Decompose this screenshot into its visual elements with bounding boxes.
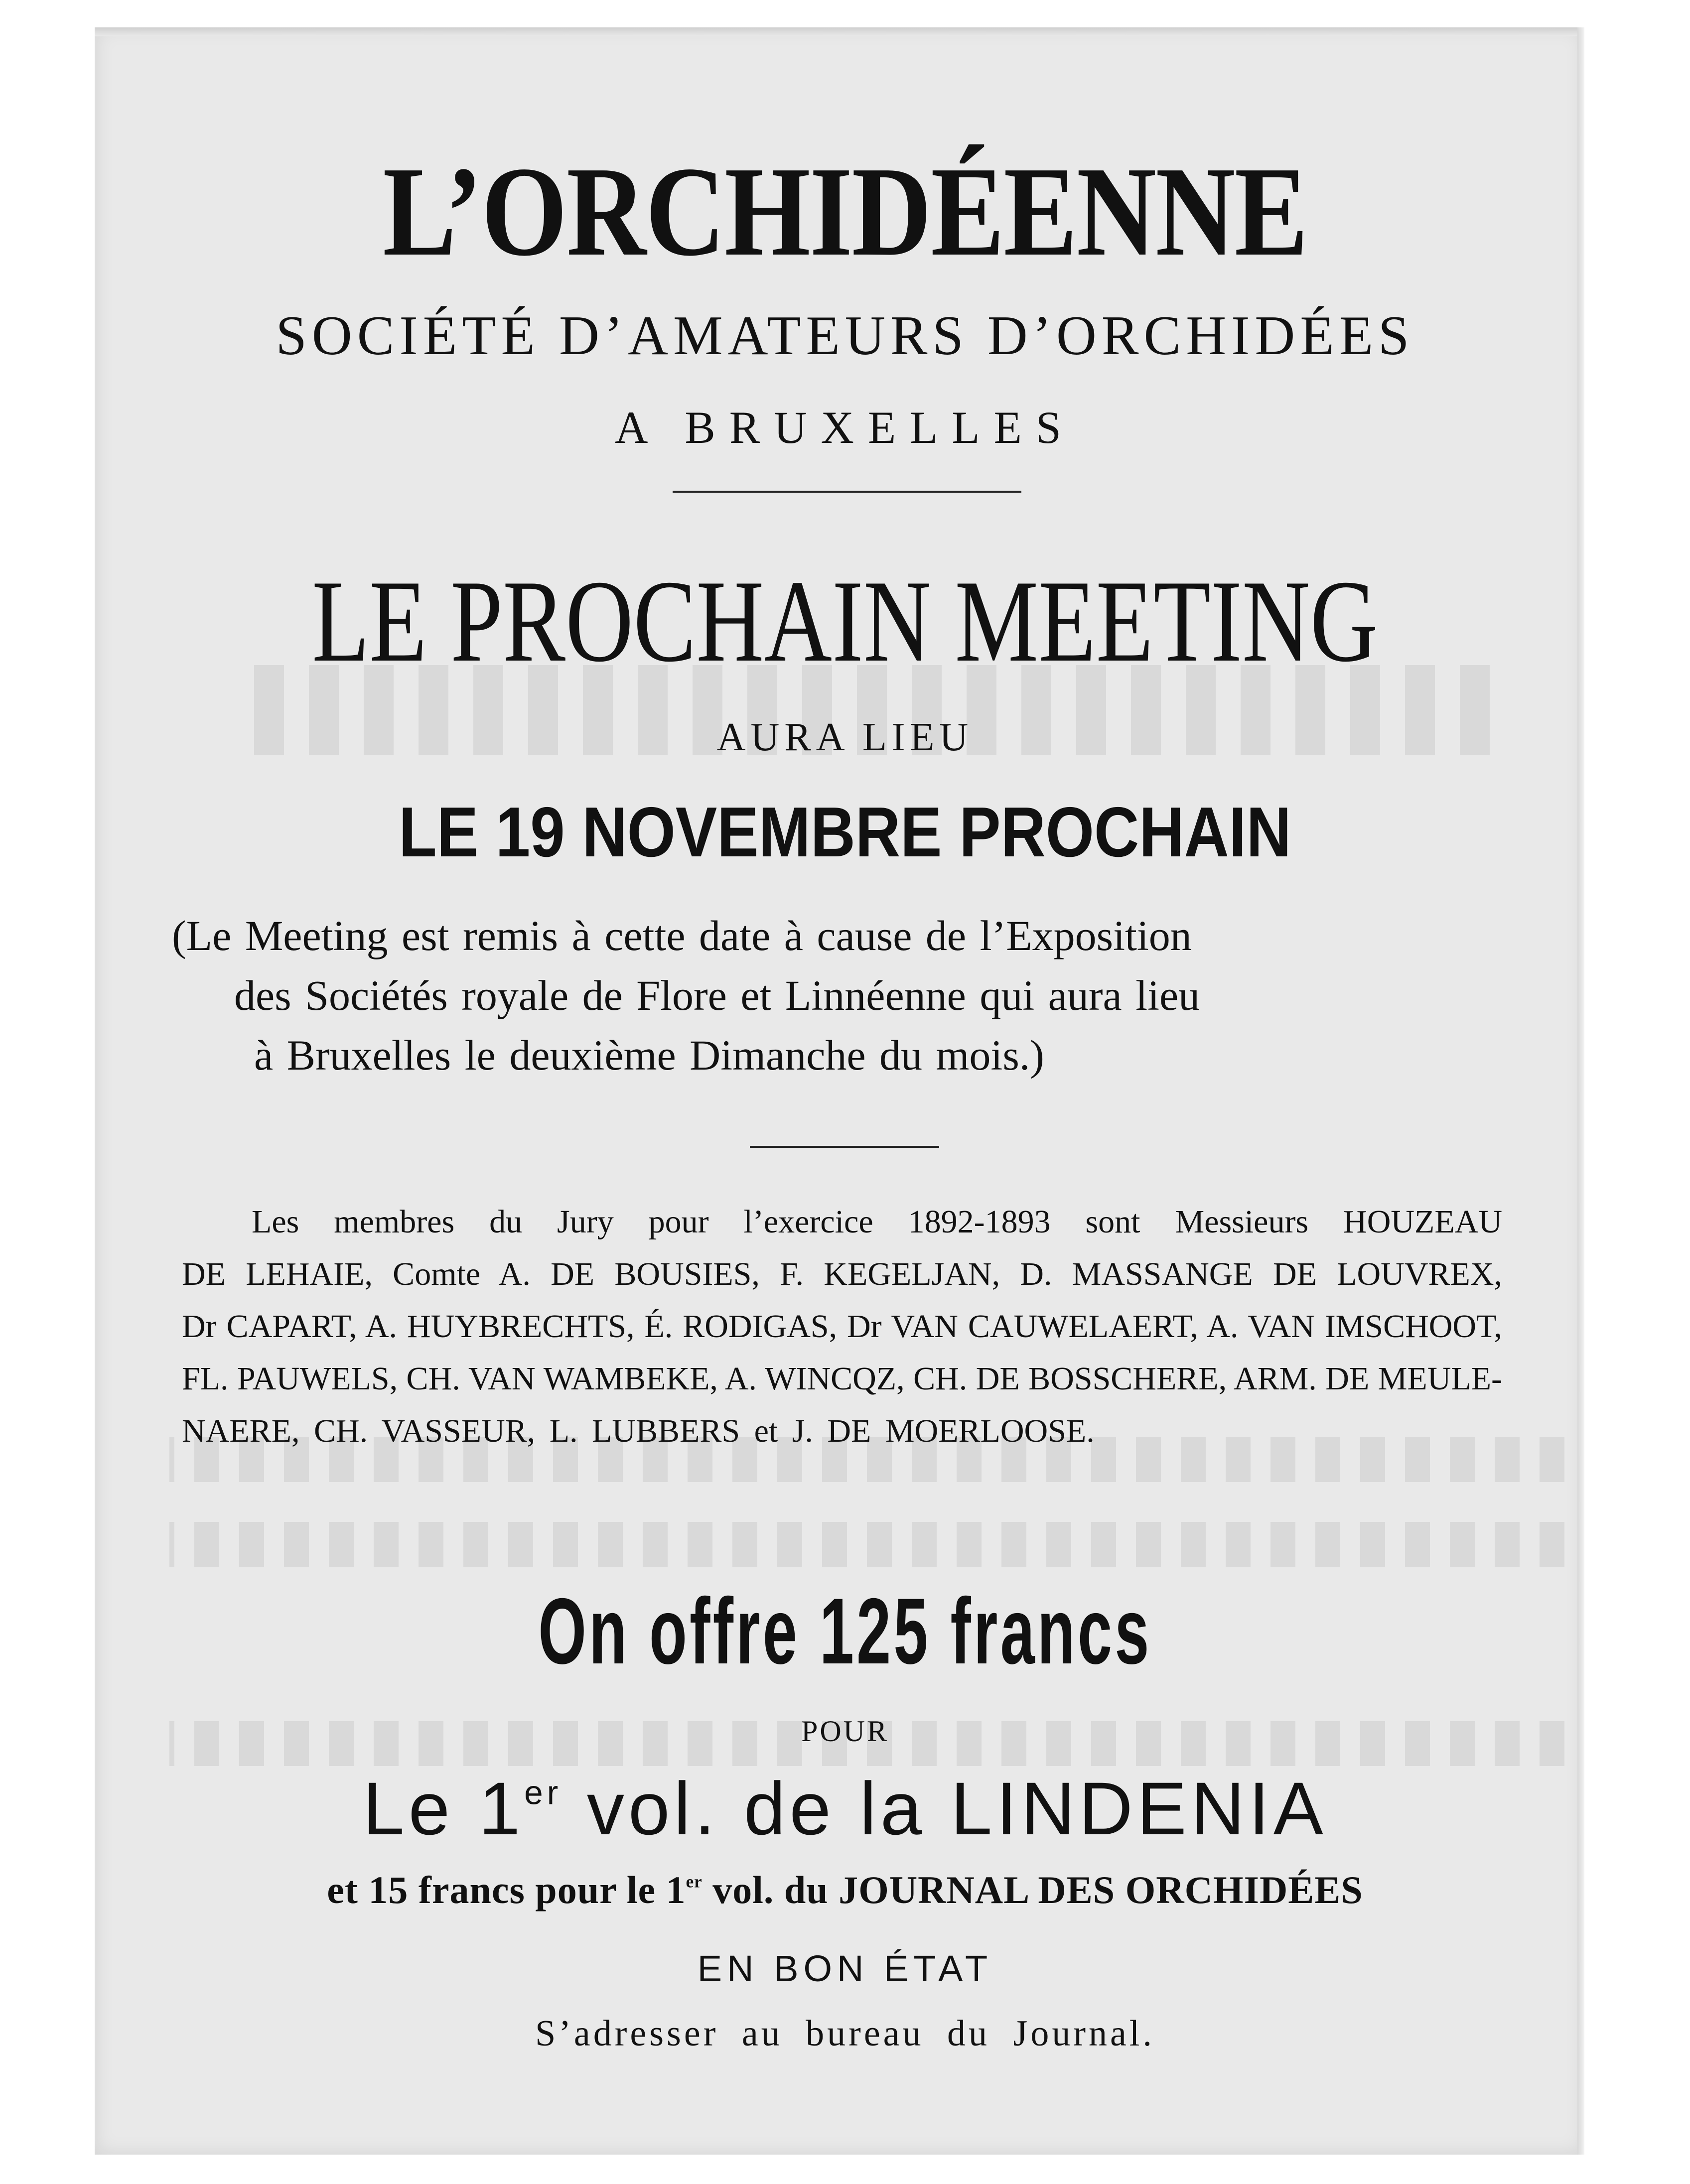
journal-ordinal: er	[686, 1872, 703, 1892]
meeting-aura-lieu: AURA LIEU	[716, 715, 974, 759]
masthead-city: A BRUXELLES	[615, 402, 1075, 453]
divider-rule	[750, 1146, 939, 1148]
show-through-band	[169, 1522, 1564, 1567]
meeting-date: LE 19 NOVEMBRE PROCHAIN	[399, 793, 1291, 872]
masthead-title: L’ORCHIDÉENNE	[383, 140, 1307, 282]
jury-line: Les membres du Jury pour l’exercice 1892-1893 sont Messieurs HOUZEAU	[252, 1204, 1502, 1240]
offer-pour: POUR	[801, 1715, 889, 1748]
divider-rule	[673, 491, 1021, 493]
jury-line: NAERE, CH. VASSEUR, L. LUBBERS et J. DE MOERLOOSE.	[182, 1413, 1095, 1449]
jury-line: Dr CAPART, A. HUYBRECHTS, É. RODIGAS, Dr VAN CAUWELAERT, A. VAN IMSCHOOT,	[182, 1308, 1502, 1345]
offer-journal	[0, 1868, 1690, 1911]
lindenia-ordinal: er	[524, 1774, 563, 1812]
journal-suffix: vol. du JOURNAL DES ORCHIDÉES	[702, 1868, 1363, 1911]
meeting-note-line: à Bruxelles le deuxième Dimanche du mois.)	[254, 1031, 1044, 1079]
meeting-headline: LE PROCHAIN MEETING	[312, 556, 1378, 686]
journal-prefix: et 15 francs pour le 1	[327, 1868, 686, 1911]
masthead-subtitle: SOCIÉTÉ D’AMATEURS D’ORCHIDÉES	[276, 305, 1414, 367]
meeting-note-line: (Le Meeting est remis à cette date à cause de l’Exposition	[172, 912, 1192, 959]
offer-lindenia	[0, 1767, 1690, 1850]
jury-line: FL. PAUWELS, CH. VAN WAMBEKE, A. WINCQZ, CH. DE BOSSCHERE, ARM. DE MEULE-	[182, 1361, 1502, 1397]
offer-condition: EN BON ÉTAT	[697, 1948, 993, 1989]
lindenia-prefix: Le 1	[363, 1767, 525, 1850]
paper-edge-top	[95, 27, 1584, 36]
offer-contact: S’adresser au bureau du Journal.	[535, 2013, 1155, 2054]
lindenia-suffix: vol. de la LINDENIA	[562, 1767, 1327, 1850]
meeting-note-line: des Sociétés royale de Flore et Linnéenne qui aura lieu	[234, 971, 1200, 1019]
jury-line: DE LEHAIE, Comte A. DE BOUSIES, F. KEGELJAN, D. MASSANGE DE LOUVREX,	[182, 1256, 1502, 1292]
offer-headline: On offre 125 francs	[538, 1579, 1152, 1683]
